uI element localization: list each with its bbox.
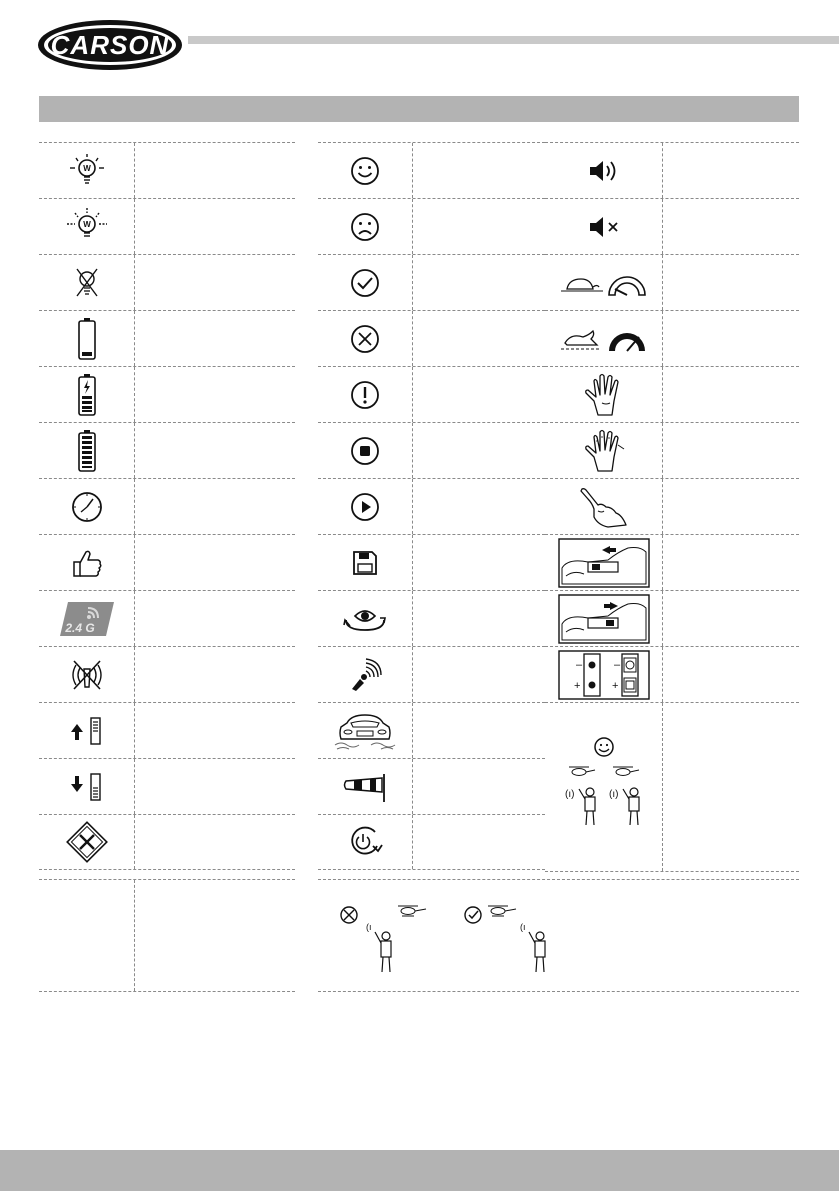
legend-row bbox=[39, 142, 295, 198]
svg-text:(ı: (ı bbox=[366, 922, 372, 932]
channel-down-icon bbox=[69, 772, 105, 802]
flashlight-icon bbox=[348, 657, 382, 693]
light-flash-icon bbox=[65, 208, 109, 246]
legend-row bbox=[545, 366, 799, 422]
legend-row bbox=[39, 366, 295, 422]
windsock-icon bbox=[340, 770, 390, 804]
stop-circle-icon bbox=[349, 435, 381, 467]
legend-row bbox=[318, 702, 545, 758]
polarity-plus-label: + bbox=[611, 679, 618, 692]
speed-fast-icon bbox=[559, 323, 649, 355]
icon-column-3 bbox=[545, 142, 799, 872]
svg-text:(ı): (ı) bbox=[564, 789, 574, 800]
hand-palm-icon bbox=[580, 371, 628, 419]
thumbs-up-icon bbox=[70, 548, 104, 578]
svg-text:(ı): (ı) bbox=[608, 789, 618, 800]
hand-back-icon bbox=[580, 427, 628, 475]
battery-full-icon bbox=[77, 429, 97, 473]
no-interference-icon bbox=[68, 657, 106, 693]
battery-polarity-icon bbox=[558, 650, 650, 700]
sound-on-icon bbox=[587, 158, 621, 184]
legend-row bbox=[318, 142, 545, 198]
legend-row bbox=[318, 310, 545, 366]
polarity-minus-label: – bbox=[575, 658, 582, 671]
legend-row bbox=[545, 310, 799, 366]
vehicle-front-icon bbox=[333, 711, 397, 751]
power-on-icon bbox=[345, 824, 385, 860]
legend-row bbox=[545, 142, 799, 198]
brand-name: CARSON bbox=[50, 30, 170, 60]
svg-text:W: W bbox=[82, 219, 91, 229]
helicopter-icon bbox=[398, 906, 426, 916]
sound-mute-icon bbox=[587, 214, 621, 240]
finger-point-icon bbox=[578, 485, 630, 529]
speed-slow-icon bbox=[559, 267, 649, 299]
legend-row bbox=[39, 534, 295, 590]
check-circle-icon bbox=[465, 907, 481, 923]
legend-row bbox=[39, 478, 295, 534]
legend-row bbox=[39, 814, 295, 870]
polarity-minus-label: – bbox=[613, 658, 620, 671]
legend-row bbox=[39, 590, 295, 646]
legend-row bbox=[545, 198, 799, 254]
light-off-icon bbox=[72, 266, 102, 300]
smiley-sad-icon bbox=[349, 211, 381, 243]
svg-text:W: W bbox=[82, 163, 91, 173]
smiley-happy-icon bbox=[349, 155, 381, 187]
tools-icon bbox=[65, 820, 109, 864]
legend-row bbox=[318, 590, 545, 646]
legend-row bbox=[318, 814, 545, 870]
legend-row bbox=[39, 422, 295, 478]
header-rule bbox=[188, 36, 839, 44]
clock-icon bbox=[70, 490, 104, 524]
legend-row bbox=[318, 366, 545, 422]
legend-row bbox=[545, 422, 799, 478]
light-on-icon bbox=[65, 152, 109, 190]
check-circle-icon bbox=[349, 267, 381, 299]
legend-row bbox=[318, 198, 545, 254]
save-icon bbox=[351, 549, 379, 577]
legend-row bbox=[39, 254, 295, 310]
cross-circle-icon bbox=[349, 323, 381, 355]
channel-up-icon bbox=[69, 716, 105, 746]
switch-slide-right-icon bbox=[558, 594, 650, 644]
play-circle-icon bbox=[349, 491, 381, 523]
gyro-icon bbox=[340, 604, 390, 634]
battery-empty-icon bbox=[77, 317, 97, 361]
legend-row bbox=[545, 590, 799, 646]
helicopter-icon bbox=[488, 906, 516, 916]
legend-row bbox=[545, 702, 799, 872]
legend-row bbox=[39, 879, 295, 992]
frequency-label: 2.4 G bbox=[64, 620, 95, 635]
exclamation-circle-icon bbox=[349, 379, 381, 411]
pilot-figure bbox=[520, 922, 545, 972]
legend-row bbox=[318, 534, 545, 590]
footer-bar bbox=[0, 1150, 839, 1191]
legend-row bbox=[545, 646, 799, 702]
legend-row bbox=[318, 758, 545, 814]
legend-row bbox=[318, 422, 545, 478]
legend-row bbox=[39, 646, 295, 702]
legend-row bbox=[545, 534, 799, 590]
pilot-figure bbox=[366, 922, 391, 972]
legend-row bbox=[39, 198, 295, 254]
pilot-distance-illustration bbox=[318, 879, 799, 992]
legend-row bbox=[318, 478, 545, 534]
multi-pilot-distance-icon bbox=[559, 737, 649, 837]
svg-text:(ı: (ı bbox=[520, 922, 526, 932]
legend-row bbox=[318, 646, 545, 702]
section-title-bar bbox=[39, 96, 799, 122]
legend-row bbox=[39, 758, 295, 814]
switch-slide-left-icon bbox=[558, 538, 650, 588]
legend-row bbox=[318, 254, 545, 310]
carson-logo bbox=[36, 18, 184, 72]
polarity-plus-label: + bbox=[573, 679, 580, 692]
legend-row bbox=[39, 310, 295, 366]
cross-circle-icon bbox=[341, 907, 357, 923]
icon-column-1 bbox=[39, 142, 295, 870]
battery-charging-icon bbox=[77, 373, 97, 417]
legend-row bbox=[545, 254, 799, 310]
legend-row bbox=[545, 478, 799, 534]
frequency-24ghz-icon bbox=[58, 600, 116, 638]
icon-column-2 bbox=[318, 142, 545, 870]
legend-row bbox=[39, 702, 295, 758]
